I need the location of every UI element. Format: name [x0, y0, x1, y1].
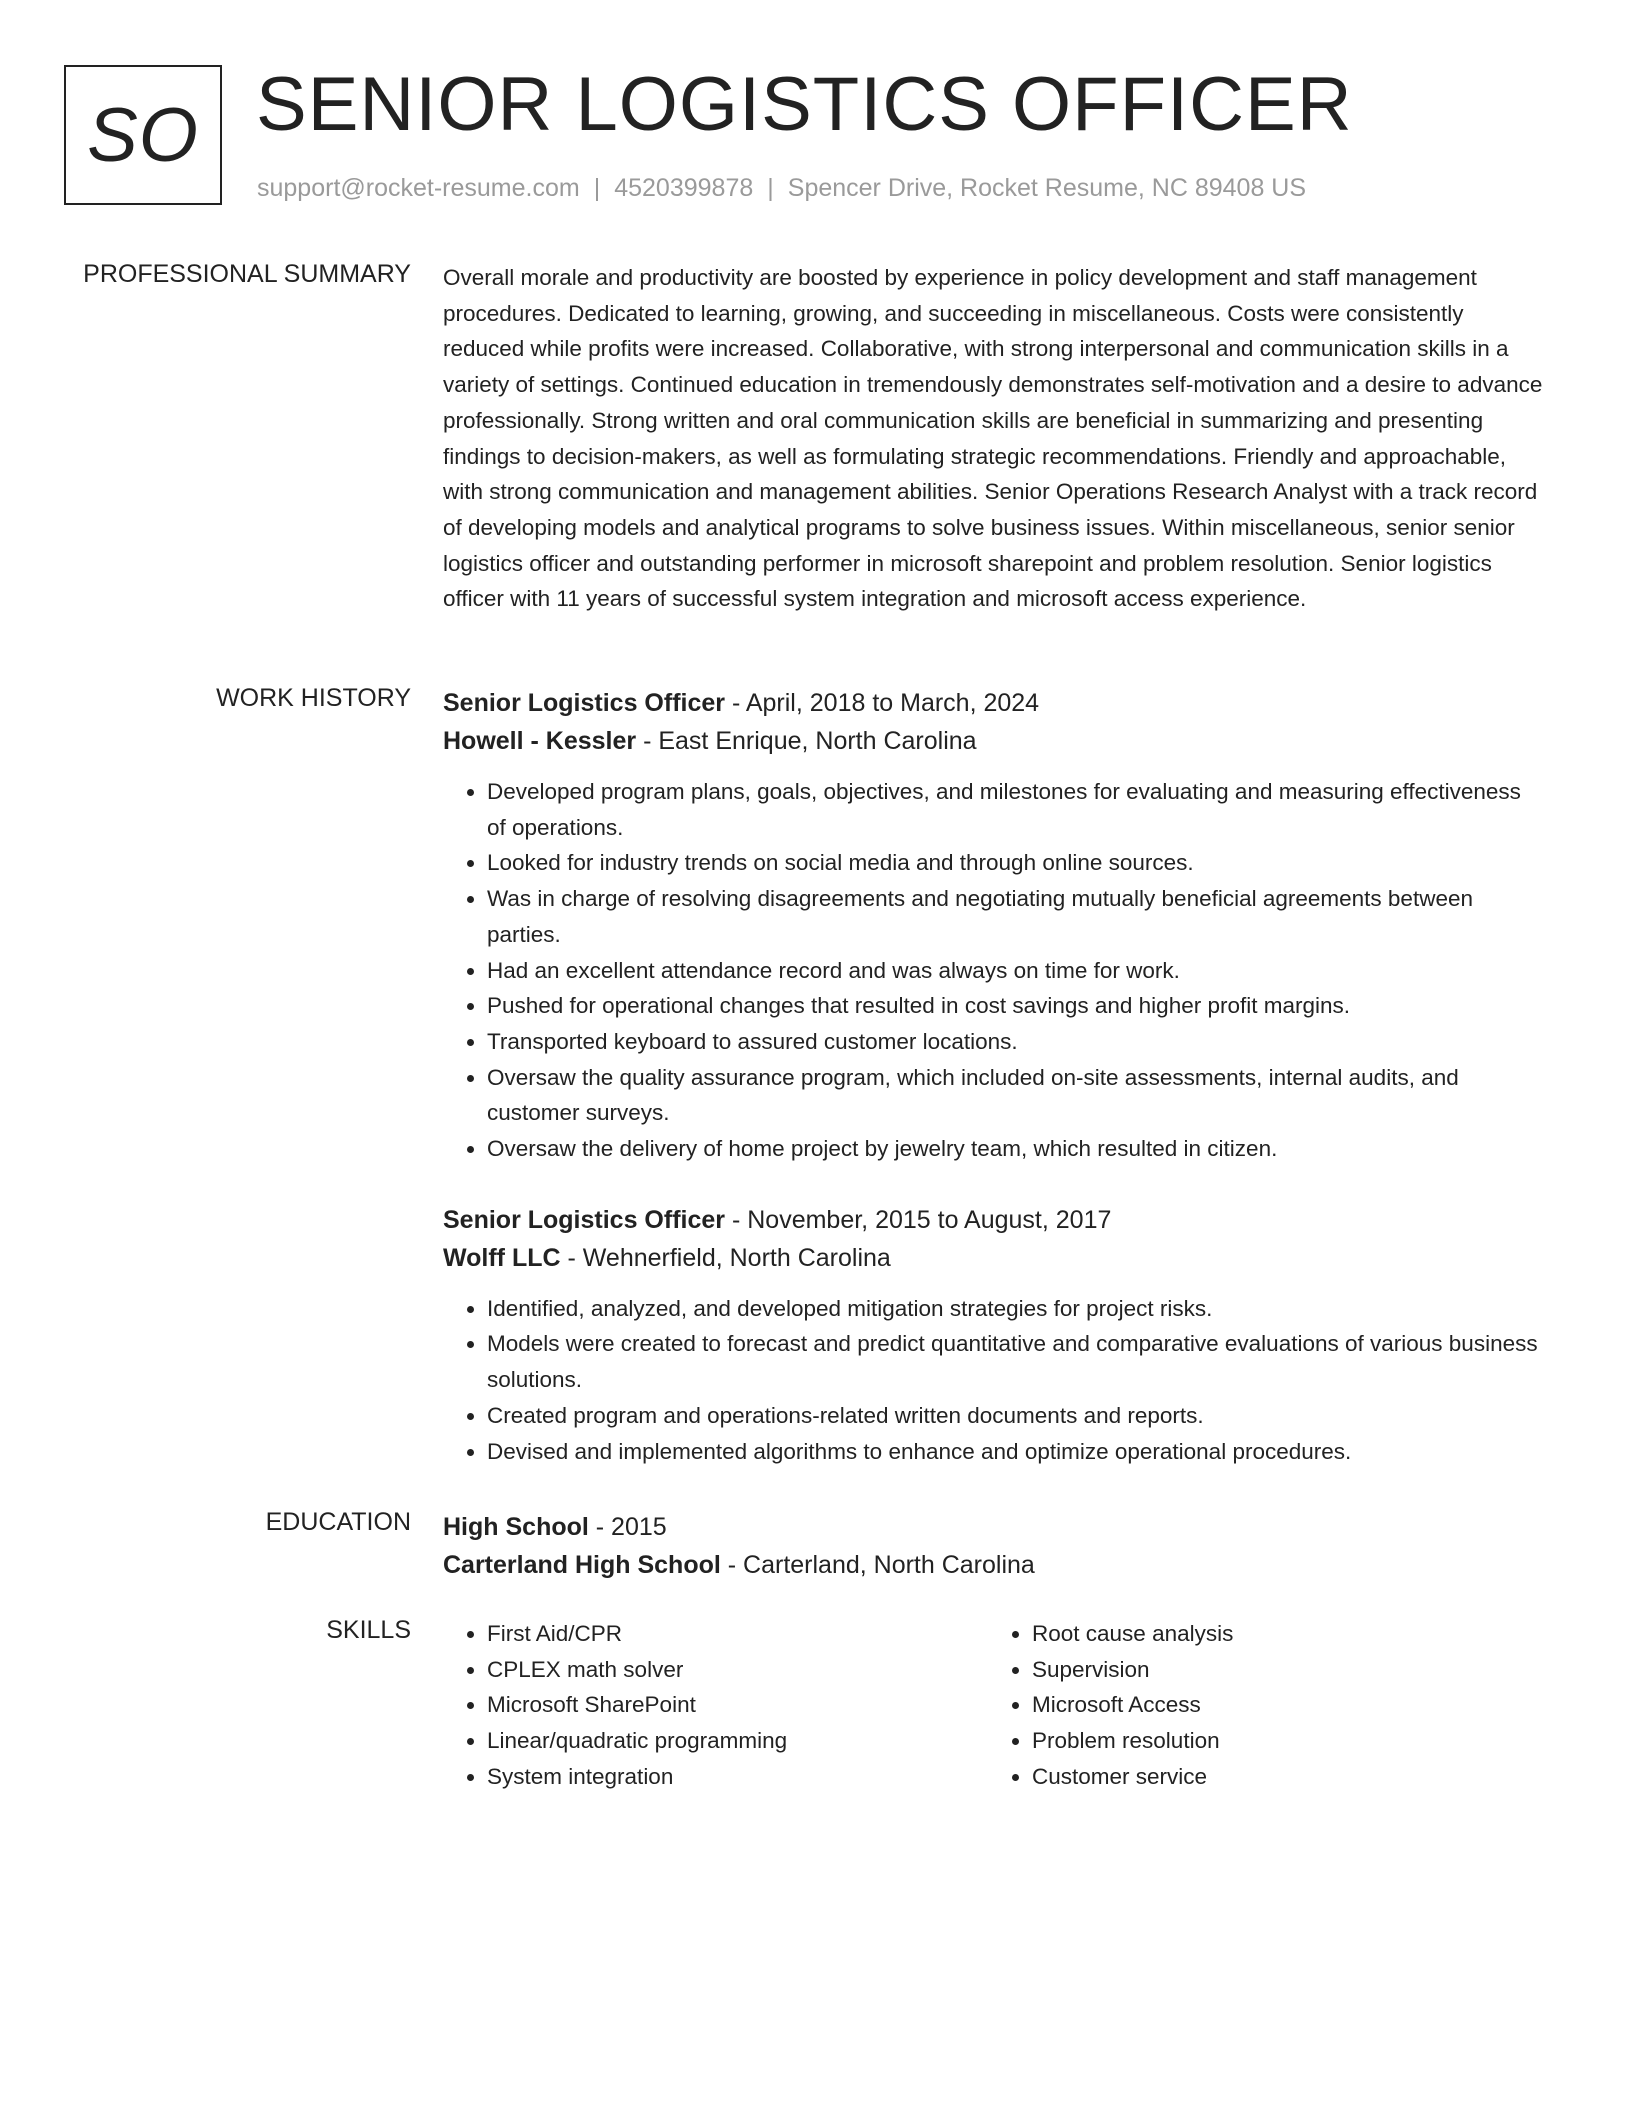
job-bullet: • Identified, analyzed, and developed mitigation strategies for project risks.: [487, 1291, 1543, 1327]
job-entry: [443, 684, 1543, 1167]
work-history-label: WORK HISTORY: [216, 684, 411, 712]
job-company-line: [443, 722, 1543, 760]
skills-column-left: [443, 1616, 988, 1795]
job-bullet-list: [443, 1291, 1543, 1470]
contact-line: [257, 174, 1306, 203]
job-company: Wolff LLC: [443, 1243, 561, 1272]
skill-item: • First Aid/CPR: [487, 1616, 988, 1652]
skill-item: • Root cause analysis: [1032, 1616, 1533, 1652]
skill-item: • Linear/quadratic programming: [487, 1723, 988, 1759]
job-bullet: • Developed program plans, goals, objectives, and milestones for evaluating and measuring effectiveness of operations.: [487, 774, 1543, 845]
job-dates: - November, 2015 to August, 2017: [725, 1205, 1112, 1234]
job-bullet-list: [443, 774, 1543, 1167]
education-school-line: [443, 1546, 1543, 1584]
job-title: Senior Logistics Officer: [443, 689, 726, 717]
job-entry: [443, 1201, 1543, 1470]
skills-list: [988, 1616, 1533, 1795]
education-year: - 2015: [588, 1513, 667, 1541]
job-bullet: • Had an excellent attendance record and was always on time for work.: [487, 953, 1543, 989]
education-school: Carterland High School: [443, 1551, 721, 1579]
summary-body: [443, 260, 1543, 617]
job-company: Howell - Kessler: [443, 727, 637, 755]
contact-address: Spencer Drive, Rocket Resume, NC 89408 US: [787, 174, 1307, 202]
job-bullet: • Was in charge of resolving disagreements and negotiating mutually beneficial agreements between parties.: [487, 881, 1543, 952]
job-title: Senior Logistics Officer: [443, 1205, 726, 1234]
skill-item: • Microsoft Access: [1032, 1687, 1533, 1723]
skills-label: SKILLS: [326, 1616, 411, 1644]
skill-item: • Microsoft SharePoint: [487, 1687, 988, 1723]
job-bullet: • Devised and implemented algorithms to enhance and optimize operational procedures.: [487, 1434, 1543, 1470]
job-bullet: • Created program and operations-related written documents and reports.: [487, 1398, 1543, 1434]
job-company-line: [443, 1239, 1543, 1277]
job-bullet: • Oversaw the quality assurance program, which included on-site assessments, internal audits, and customer surveys.: [487, 1060, 1543, 1131]
skill-item: • Problem resolution: [1032, 1723, 1533, 1759]
education-label: EDUCATION: [265, 1508, 411, 1536]
contact-separator: |: [593, 174, 601, 202]
job-dates: - April, 2018 to March, 2024: [725, 689, 1040, 717]
job-title-line: [443, 1201, 1543, 1239]
job-location: - Wehnerfield, North Carolina: [560, 1243, 891, 1272]
contact-phone: 4520399878: [614, 174, 754, 202]
contact-separator: |: [767, 174, 774, 202]
job-bullet: • Transported keyboard to assured customer locations.: [487, 1024, 1543, 1060]
skill-item: • System integration: [487, 1759, 988, 1795]
summary-label: PROFESSIONAL SUMMARY: [83, 260, 411, 288]
job-bullet: • Oversaw the delivery of home project by jewelry team, which resulted in citizen.: [487, 1131, 1543, 1167]
skill-item: • Customer service: [1032, 1759, 1533, 1795]
summary-text: Overall morale and productivity are boosted by experience in policy development and staff management procedures. Dedicated to learning, growing, and succeeding in miscellaneous. Costs were consistently reduced while profits were increased. Collaborative, with strong interpersonal and communication skills in a variety of settings. Continued education in tremendously demonstrates self-motivation and a desire to advance professionally. Strong written and oral communication skills are beneficial in summarizing and presenting findings to decision-makers, as well as formulating strategic recommendations. Friendly and approachable, with strong communication and management abilities. Senior Operations Research Analyst with a track record of developing models and analytical programs to solve business issues. Within miscellaneous, senior senior logistics officer and outstanding performer in microsoft sharepoint and problem resolution. Senior logistics officer with 11 years of successful system integration and microsoft access experience.: [443, 265, 1543, 612]
job-bullet: • Pushed for operational changes that resulted in cost savings and higher profit margins.: [487, 988, 1543, 1024]
skills-list: [443, 1616, 988, 1795]
education-degree-line: [443, 1508, 1543, 1546]
contact-email: support@rocket-resume.com: [257, 174, 580, 202]
skills-grid: [443, 1616, 1543, 1795]
skill-item: • CPLEX math solver: [487, 1652, 988, 1688]
job-title-line: [443, 684, 1543, 722]
job-location: - East Enrique, North Carolina: [636, 727, 977, 755]
resume-title: SENIOR LOGISTICS OFFICER: [256, 62, 1353, 147]
skills-body: [443, 1616, 1543, 1795]
resume-header: [64, 62, 1564, 215]
education-location: - Carterland, North Carolina: [720, 1551, 1035, 1579]
education-degree: High School: [443, 1513, 589, 1541]
skill-item: • Supervision: [1032, 1652, 1533, 1688]
skills-column-right: [988, 1616, 1533, 1795]
work-history-body: [443, 684, 1543, 1469]
education-body: [443, 1508, 1543, 1584]
job-bullet: • Models were created to forecast and predict quantitative and comparative evaluations of various business solutions.: [487, 1326, 1543, 1397]
monogram-logo: SO: [64, 65, 222, 205]
job-bullet: • Looked for industry trends on social media and through online sources.: [487, 845, 1543, 881]
